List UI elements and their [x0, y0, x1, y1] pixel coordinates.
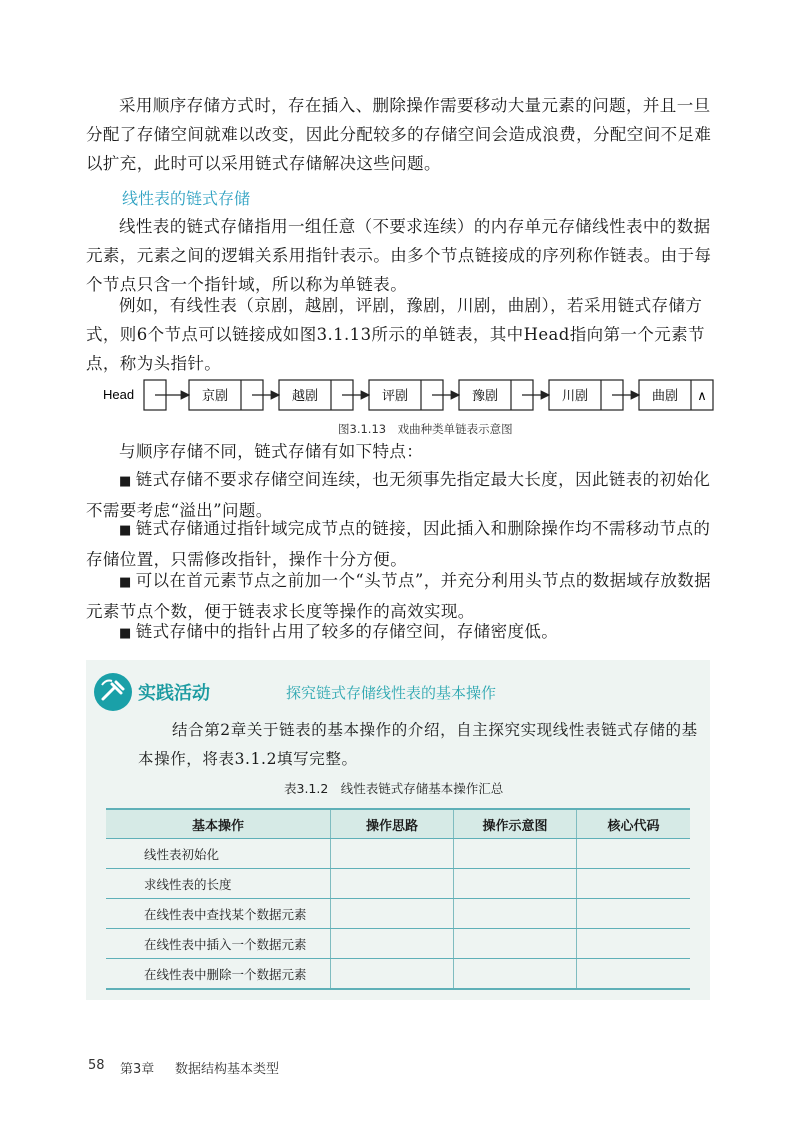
activity-tools-icon [92, 671, 134, 713]
chapter-label: 第3章 [120, 1062, 155, 1077]
activity-title: 实践活动 [138, 683, 210, 704]
idea-cell[interactable] [331, 899, 454, 929]
bullet-icon: ■ [119, 575, 132, 590]
column-header: 操作思路 [331, 809, 454, 839]
bullet-icon: ■ [119, 626, 132, 641]
example-paragraph: 例如，有线性表（京剧，越剧，评剧，豫剧，川剧，曲剧），若采用链式存储方式，则6个节点可以链接成如图3.1.13所示的单链表，其中Head指向第一个元素节点，称为头指针。 [86, 296, 705, 373]
idea-cell[interactable] [331, 929, 454, 959]
list-node [459, 380, 549, 410]
table-header-row [106, 809, 690, 839]
diagram-cell[interactable] [454, 899, 577, 929]
idea-cell[interactable] [331, 869, 454, 899]
idea-cell[interactable] [331, 839, 454, 869]
node-data-label: 川剧 [561, 388, 589, 403]
column-header: 操作示意图 [454, 809, 577, 839]
intro-paragraph: 采用顺序存储方式时，存在插入、删除操作需要移动大量元素的问题，并且一旦分配了存储空间就难以改变，因此分配较多的存储空间会造成浪费，分配空间不足难以扩充，此时可以采用链式存储解决这些问题。 [86, 96, 712, 173]
feature-item: ■ 链式存储通过指针域完成节点的链接，因此插入和删除操作均不需移动节点的存储位置，只需修改指针，操作十分方便。 [86, 519, 711, 569]
diagram-cell[interactable] [454, 839, 577, 869]
diagram-cell[interactable] [454, 959, 577, 990]
table-row [106, 839, 690, 869]
code-cell[interactable] [577, 929, 691, 959]
feature-item: ■ 链式存储中的指针占用了较多的存储空间，存储密度低。 [119, 622, 559, 641]
column-header: 核心代码 [577, 809, 691, 839]
chapter-title: 数据结构基本类型 [175, 1062, 280, 1077]
list-node [549, 380, 639, 410]
activity-subtitle: 探究链式存储线性表的基本操作 [286, 684, 497, 702]
node-data-label: 评剧 [381, 388, 409, 403]
bullet-icon: ■ [119, 523, 132, 538]
feature-item: ■ 可以在首元素节点之前加一个“头节点”，并充分利用头节点的数据域存放数据元素节点个数，便于链表求长度等操作的高效实现。 [86, 571, 712, 621]
operation-name: 求线性表的长度 [106, 869, 331, 899]
bullet-icon: ■ [119, 474, 132, 489]
diagram-caption: 图3.1.13 戏曲种类单链表示意图 [338, 422, 513, 436]
operation-name: 在线性表中删除一个数据元素 [106, 959, 331, 990]
table-row [106, 959, 690, 990]
diagram-cell[interactable] [454, 869, 577, 899]
page-number: 58 [88, 1058, 105, 1073]
feature-item: ■ 链式存储不要求存储空间连续，也无须事先指定最大长度，因此链表的初始化不需要考虑“溢出”问题。 [86, 470, 711, 520]
section-heading: 线性表的链式存储 [122, 189, 251, 208]
activity-text: 结合第2章关于链表的基本操作的介绍，自主探究实现线性表链式存储的基本操作，将表3.1.2填写完整。 [138, 721, 698, 768]
node-data-label: 京剧 [201, 388, 229, 403]
table-row [106, 899, 690, 929]
code-cell[interactable] [577, 869, 691, 899]
null-pointer-symbol: ∧ [697, 388, 707, 403]
operation-name: 在线性表中查找某个数据元素 [106, 899, 331, 929]
operation-name: 线性表初始化 [106, 839, 331, 869]
features-intro: 与顺序存储不同，链式存储有如下特点： [119, 442, 424, 461]
linked-list-diagram [0, 372, 800, 422]
list-node [369, 380, 459, 410]
operations-table [106, 808, 690, 990]
list-node [189, 380, 279, 410]
code-cell[interactable] [577, 959, 691, 990]
definition-paragraph: 线性表的链式存储指用一组任意（不要求连续）的内存单元存储线性表中的数据元素，元素之间的逻辑关系用指针表示。由多个节点链接成的序列称作链表。由于每个节点只含一个指针域，所以称为单链表。 [86, 217, 712, 294]
code-cell[interactable] [577, 839, 691, 869]
list-node [279, 380, 369, 410]
column-header: 基本操作 [106, 809, 331, 839]
code-cell[interactable] [577, 899, 691, 929]
idea-cell[interactable] [331, 959, 454, 990]
head-label: Head [103, 387, 135, 402]
table-row [106, 929, 690, 959]
table-row [106, 869, 690, 899]
node-data-label: 越剧 [291, 388, 319, 403]
node-data-label: 豫剧 [471, 388, 499, 403]
list-node [639, 380, 713, 410]
operation-name: 在线性表中插入一个数据元素 [106, 929, 331, 959]
node-data-label: 曲剧 [651, 388, 679, 403]
table-caption: 表3.1.2 线性表链式存储基本操作汇总 [284, 781, 504, 796]
diagram-cell[interactable] [454, 929, 577, 959]
